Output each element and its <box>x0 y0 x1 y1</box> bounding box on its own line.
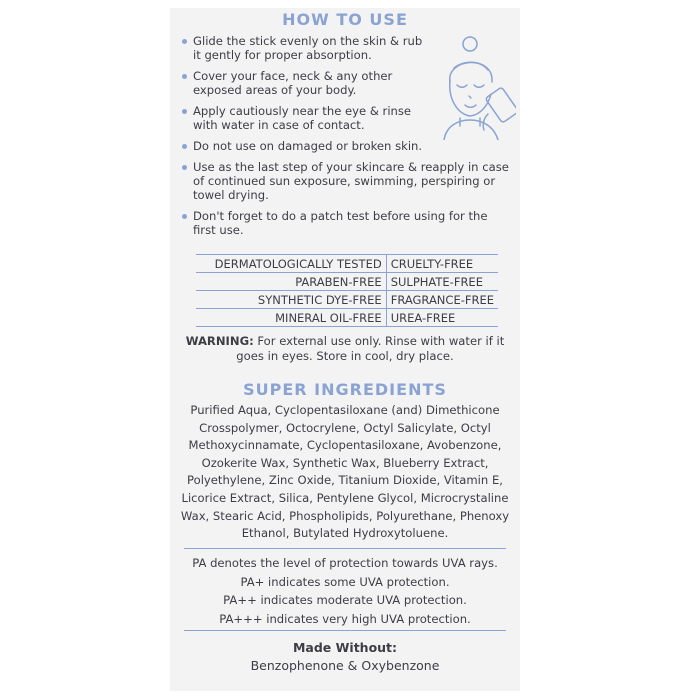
usage-step-text: Cover your face, neck & any other exposed areas of your body. <box>193 69 393 97</box>
claim-cell: DERMATOLOGICALLY TESTED <box>196 255 386 273</box>
claim-cell: MINERAL OIL-FREE <box>196 309 386 327</box>
super-ingredients-title: SUPER INGREDIENTS <box>243 380 447 399</box>
claim-cell: UREA-FREE <box>386 309 498 327</box>
made-without-value: Benzophenone & Oxybenzone <box>250 658 440 673</box>
bullet-icon <box>182 39 187 44</box>
pa-line: PA++ indicates moderate UVA protection. <box>223 593 467 607</box>
usage-step-text: Don't forget to do a patch test before using for the first use. <box>193 209 488 237</box>
usage-step-text: Do not use on damaged or broken skin. <box>193 139 423 153</box>
pa-line: PA+++ indicates very high UVA protection. <box>219 611 471 626</box>
ingredients-list: Purified Aqua, Cyclopentasiloxane (and) Dimethicone Crosspolymer, Octocrylene, Octyl Salicylate, Octyl Methoxycinnamate, Cyclopentasiloxane, Avobenzone, Ozokerite Wax, Synthetic Wax, Blueberry Extract, Polyethylene, Zinc Oxide, Titanium Dioxide, Vitamin E, Licorice Extract, Silica, Pentylene Glycol, Microcrystaline Wax, Stearic Acid, Phospholipids, Polyurethane, Phenoxy Ethanol, Butylated Hydroxytoluene. <box>180 403 510 541</box>
claims-row <box>196 291 498 309</box>
claim-cell: SYNTHETIC DYE-FREE <box>196 291 386 309</box>
bullet-icon <box>182 109 187 114</box>
pa-info <box>178 554 512 628</box>
divider <box>184 630 506 631</box>
warning-text <box>180 334 510 364</box>
usage-step <box>180 209 510 237</box>
bullet-icon <box>182 214 187 219</box>
claim-cell: FRAGRANCE-FREE <box>386 291 498 309</box>
bullet-icon <box>182 165 187 170</box>
usage-step <box>180 139 510 153</box>
divider <box>184 548 506 549</box>
claims-row <box>196 255 498 273</box>
how-to-use-title: HOW TO USE <box>282 10 408 29</box>
usage-step-text: Glide the stick evenly on the skin & rub it gently for proper absorption. <box>193 34 423 62</box>
pa-line: PA denotes the level of protection towards UVA rays. <box>192 556 498 570</box>
made-without-title: Made Without: <box>292 640 398 655</box>
claim-cell: CRUELTY-FREE <box>386 255 498 273</box>
pa-line: PA+ indicates some UVA protection. <box>240 574 450 589</box>
usage-step-text: Use as the last step of your skincare & reapply in case of continued sun exposure, swimming, perspiring or towel drying. <box>193 160 509 202</box>
claims-row <box>196 273 498 291</box>
usage-step-text: Apply cautiously near the eye & rinse with water in case of contact. <box>193 104 412 132</box>
usage-step <box>180 160 510 202</box>
warning-body: For external use only. Rinse with water if it goes in eyes. Store in cool, dry place. <box>236 334 505 363</box>
bullet-icon <box>182 74 187 79</box>
bullet-icon <box>182 144 187 149</box>
claims-table <box>196 254 498 327</box>
claim-cell: SULPHATE-FREE <box>386 273 498 291</box>
claims-row <box>196 309 498 327</box>
face-applying-stick-icon <box>436 30 516 140</box>
warning-label: WARNING: <box>185 334 254 348</box>
claim-cell: PARABEN-FREE <box>196 273 386 291</box>
